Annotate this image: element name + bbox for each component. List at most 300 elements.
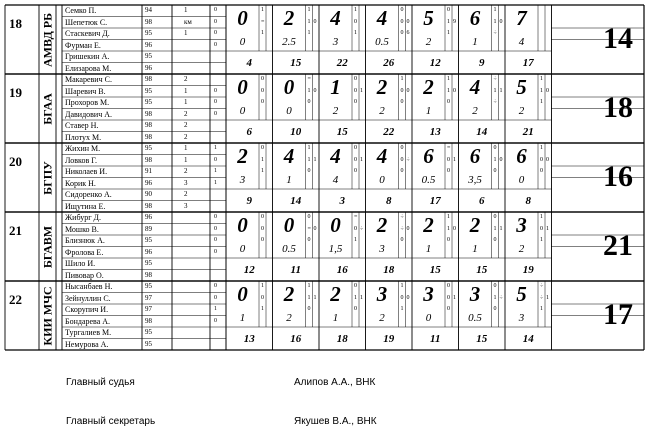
mark: 0	[447, 168, 450, 174]
player-score: 0	[214, 156, 217, 163]
result-score: 0	[237, 213, 248, 237]
mark: 0	[261, 76, 264, 82]
result-points: 0	[518, 174, 525, 186]
player-rank: 1	[184, 6, 188, 14]
player-name: Жихин М.	[65, 144, 101, 153]
mark: 1	[499, 87, 503, 94]
result-total: 19	[383, 333, 395, 345]
player-year: 98	[145, 75, 152, 83]
player-year: 94	[145, 6, 152, 14]
result-score: 2	[330, 282, 341, 306]
mark: 0	[406, 18, 410, 25]
mark: 0	[261, 294, 264, 301]
player-score: 0	[214, 283, 217, 289]
mark: 1	[493, 18, 497, 25]
result-points: 2	[332, 105, 339, 117]
result-total: 26	[383, 57, 395, 69]
player-year: 95	[145, 236, 152, 244]
mark: =	[261, 18, 265, 25]
mark: ÷	[493, 99, 497, 105]
mark: 0	[313, 18, 317, 25]
player-score: 0	[214, 225, 217, 232]
player-rank: 1	[184, 155, 188, 164]
result-total: 15	[336, 126, 348, 138]
mark: 0	[400, 18, 404, 25]
mark: 1	[540, 306, 543, 312]
player-name: Николаев И.	[65, 167, 108, 176]
result-score: 2	[237, 144, 248, 168]
mark: 0	[400, 156, 404, 163]
result-total: 17	[429, 195, 441, 207]
mark: 1	[313, 156, 317, 163]
player-year: 95	[145, 86, 152, 95]
result-points: 3	[518, 312, 525, 324]
mark: 1	[360, 156, 363, 163]
mark: 1	[307, 30, 311, 36]
player-year: 98	[145, 132, 152, 141]
result-score: 7	[516, 6, 527, 30]
result-score: 2	[376, 75, 388, 99]
result-total: 22	[336, 57, 348, 69]
team-name: БГАВМ	[40, 225, 54, 268]
player-score: 0	[214, 7, 217, 13]
result-points: 0	[239, 243, 246, 255]
player-name: Фролова Е.	[65, 247, 104, 257]
mark: 6	[406, 30, 410, 36]
player-score: 1	[214, 168, 217, 174]
result-total: 6	[479, 195, 485, 207]
player-year: 95	[145, 52, 152, 60]
mark: 0	[261, 225, 264, 232]
result-score: 6	[423, 144, 434, 168]
mark: 1	[307, 145, 311, 151]
result-total: 14	[476, 126, 488, 138]
player-name: Мошко В.	[65, 224, 99, 234]
mark: 1	[360, 294, 363, 301]
mark: 1	[540, 145, 543, 151]
result-score: 2	[376, 213, 388, 237]
result-total: 18	[336, 333, 348, 345]
mark: 1	[360, 87, 363, 94]
team-total: 17	[603, 298, 633, 331]
mark: 0	[400, 87, 404, 94]
result-points: 1	[472, 36, 478, 48]
player-name: Нысанбаев Н.	[65, 282, 113, 291]
result-score: 1	[330, 75, 341, 99]
mark: 1	[261, 156, 264, 163]
mark: 0	[540, 168, 543, 174]
result-score: 3	[423, 282, 434, 306]
player-name: Елизарова М.	[65, 63, 112, 73]
mark: 1	[540, 99, 543, 105]
mark: 0	[261, 99, 264, 105]
result-total: 12	[429, 57, 441, 69]
result-score: 6	[469, 144, 481, 168]
mark: 1	[493, 87, 497, 94]
player-name: Семко П.	[65, 6, 97, 15]
result-points: 1	[286, 174, 292, 186]
result-points: 0.5	[375, 36, 389, 48]
player-year: 98	[145, 270, 152, 279]
player-score: 0	[214, 248, 217, 255]
team-total: 18	[603, 91, 633, 124]
result-total: 9	[479, 57, 485, 69]
mark: 0	[499, 18, 503, 25]
result-total: 17	[522, 57, 534, 69]
player-name: Пивовар О.	[65, 270, 104, 280]
team-name: КИИ МЧС	[40, 285, 54, 346]
player-score: 0	[214, 87, 217, 94]
mark: 0	[540, 156, 543, 163]
player-rank: 3	[184, 201, 188, 210]
mark: 1	[540, 214, 543, 220]
mark: 0	[546, 87, 549, 94]
result-points: 2	[518, 243, 525, 255]
player-rank: 1	[184, 98, 188, 106]
mark: 0	[261, 87, 264, 94]
result-total: 13	[429, 126, 441, 138]
mark: 1	[307, 156, 311, 163]
mark: ÷	[493, 30, 497, 36]
result-score: 0	[237, 282, 248, 306]
result-score: 0	[237, 6, 248, 30]
result-points: 1	[472, 243, 478, 255]
result-score: 2	[469, 213, 481, 237]
result-points: 0	[239, 105, 246, 117]
mark: 0	[493, 237, 497, 243]
mark: 0	[400, 168, 404, 174]
mark: 0	[354, 156, 357, 163]
mark: 1	[400, 283, 404, 289]
mark: 1	[307, 7, 311, 13]
mark: =	[447, 145, 451, 151]
result-points: 2	[425, 36, 432, 48]
mark: 0	[354, 168, 357, 174]
result-points: 2	[472, 105, 478, 117]
mark: 0	[447, 306, 450, 312]
player-score: 0	[214, 18, 217, 25]
result-total: 16	[290, 333, 302, 345]
player-name: Плотух М.	[65, 132, 102, 142]
team-total: 14	[603, 22, 633, 55]
player-name: Скорупич И.	[65, 305, 109, 314]
player-year: 96	[145, 213, 152, 221]
mark: 0	[453, 87, 456, 94]
result-points: 1,5	[328, 243, 343, 255]
result-total: 14	[290, 195, 302, 207]
result-points: 3	[239, 174, 246, 186]
player-score: 1	[214, 179, 217, 186]
player-year: 98	[145, 121, 152, 129]
result-points: 2	[379, 312, 385, 324]
result-total: 15	[290, 57, 302, 69]
player-name: Тургалиев М.	[65, 328, 112, 337]
player-score: 0	[214, 317, 217, 324]
result-score: 4	[376, 144, 388, 168]
mark: 0	[354, 99, 357, 105]
mark: 1	[546, 294, 549, 301]
mark: 1	[447, 18, 450, 25]
mark: 0	[313, 87, 317, 94]
mark: 0	[261, 237, 264, 243]
mark: 1	[447, 76, 450, 82]
mark: 1	[307, 283, 311, 289]
mark: 0	[354, 18, 357, 25]
mark: =	[354, 214, 358, 220]
result-total: 15	[476, 264, 488, 276]
mark: 1	[261, 7, 264, 13]
player-rank: 2	[184, 132, 188, 141]
mark: 1	[354, 30, 357, 36]
team-number: 18	[9, 16, 22, 31]
team-total: 16	[603, 160, 633, 193]
mark: 0	[400, 99, 404, 105]
mark: 0	[540, 225, 543, 232]
team-name: БГАА	[40, 92, 54, 125]
result-points: 4	[518, 36, 525, 48]
mark: 1	[546, 225, 549, 232]
result-total: 11	[290, 264, 301, 276]
result-score: 2	[423, 75, 434, 99]
player-name: Ищутина Е.	[65, 201, 106, 211]
mark: 0	[261, 214, 264, 220]
mark: 0	[354, 306, 357, 312]
mark: 0	[499, 156, 503, 163]
result-score: 6	[469, 6, 481, 30]
mark: 1	[307, 87, 311, 94]
team-total: 21	[603, 229, 633, 262]
player-rank: 2	[184, 121, 188, 129]
result-score: 4	[376, 6, 388, 30]
player-name: Сидоренко А.	[65, 190, 112, 199]
player-year: 97	[145, 305, 152, 313]
result-total: 13	[243, 333, 255, 345]
mark: ÷	[499, 294, 503, 301]
player-year: 91	[145, 167, 152, 175]
player-name: Бондарева А.	[65, 316, 111, 326]
result-total: 15	[429, 264, 441, 276]
player-name: Гришекин А.	[65, 52, 110, 61]
mark: 0	[400, 7, 404, 13]
result-score: 4	[330, 6, 341, 30]
mark: 0	[307, 306, 311, 312]
mark: 1	[307, 18, 311, 25]
mark: 0	[307, 237, 311, 243]
mark: ÷	[493, 76, 497, 82]
player-year: 98	[145, 201, 152, 210]
mark: 1	[447, 225, 450, 232]
result-points: 0	[239, 36, 246, 48]
player-name: Прохоров М.	[65, 98, 110, 107]
result-total: 15	[476, 333, 488, 345]
mark: 1	[493, 225, 497, 232]
mark: 1	[493, 7, 497, 13]
player-year: 96	[145, 40, 152, 49]
secretary-name: Якушев В.А., ВНК	[294, 416, 377, 427]
result-points: 0	[286, 105, 292, 117]
result-score: 5	[516, 282, 527, 306]
result-total: 16	[336, 264, 348, 276]
mark: 0	[400, 145, 404, 151]
result-points: 2	[379, 105, 385, 117]
player-score: 0	[214, 41, 217, 48]
result-points: 2	[286, 312, 292, 324]
player-year: 95	[145, 98, 152, 106]
player-rank: 1	[184, 29, 188, 37]
player-name: Корик Н.	[65, 178, 96, 188]
result-total: 3	[339, 195, 345, 207]
player-year: 89	[145, 224, 152, 233]
player-rank: 1	[184, 86, 188, 95]
mark: 0	[493, 168, 497, 174]
mark: 1	[400, 306, 404, 312]
result-total: 8	[525, 195, 531, 207]
player-year: 96	[145, 178, 152, 187]
mark: 1	[540, 237, 543, 243]
result-total: 9	[246, 195, 252, 207]
player-year: 95	[145, 328, 152, 336]
result-score: 4	[469, 75, 481, 99]
mark: 0	[546, 156, 549, 163]
result-points: 0.5	[282, 243, 296, 255]
result-points: 3	[379, 243, 385, 255]
judge-label: Главный судья	[66, 377, 135, 388]
mark: 0	[447, 156, 450, 163]
result-points: 4	[332, 174, 339, 186]
result-total: 12	[243, 264, 255, 276]
player-year: 95	[145, 259, 152, 267]
result-score: 3	[516, 213, 527, 237]
result-points: 0.5	[421, 174, 436, 186]
result-score: 3	[376, 282, 388, 306]
result-score: 0	[330, 213, 341, 237]
mark: ÷	[540, 294, 544, 301]
mark: 1	[313, 294, 317, 301]
mark: 0	[493, 283, 497, 289]
mark: 0	[493, 306, 497, 312]
mark: 1	[453, 294, 456, 301]
player-score: 0	[214, 30, 217, 36]
result-total: 6	[246, 126, 252, 138]
result-points: 0	[379, 174, 385, 186]
player-name: Ставер Н.	[65, 121, 99, 130]
player-score: 0	[214, 99, 217, 105]
result-score: 5	[423, 6, 434, 30]
player-name: Шило И.	[65, 259, 96, 268]
result-total: 21	[522, 126, 534, 138]
mark: 1	[453, 156, 456, 163]
result-points: 3	[332, 36, 339, 48]
result-total: 14	[522, 333, 534, 345]
player-year: 95	[145, 144, 152, 152]
result-score: 5	[516, 75, 527, 99]
player-score: 0	[214, 294, 217, 301]
result-total: 10	[290, 126, 302, 138]
mark: 0	[307, 99, 311, 105]
player-year: 95	[145, 339, 152, 348]
result-score: 3	[469, 282, 481, 306]
team-number: 19	[9, 85, 22, 100]
mark: 0	[447, 294, 450, 301]
secretary-label: Главный секретарь	[66, 416, 156, 427]
player-score: 0	[214, 110, 217, 117]
mark: 0	[447, 283, 450, 289]
mark: 1	[354, 294, 357, 301]
mark: 1	[540, 87, 543, 94]
player-name: Шаревич В.	[65, 86, 106, 96]
mark: 1	[540, 76, 543, 82]
mark: 0	[307, 168, 311, 174]
player-score: 0	[214, 237, 217, 243]
player-name: Ловков Г.	[65, 155, 97, 165]
result-points: 2	[518, 105, 525, 117]
player-rank: 2	[184, 190, 188, 198]
result-points: 1	[332, 312, 339, 324]
mark: 0	[354, 225, 357, 232]
mark: 0	[354, 283, 357, 289]
result-points: 3,5	[468, 174, 482, 186]
player-rank: км	[184, 17, 192, 26]
player-name: Шепетюк С.	[65, 17, 108, 27]
player-year: 98	[145, 109, 152, 118]
player-rank: 2	[184, 167, 188, 175]
result-points: 0.5	[468, 312, 482, 324]
mark: 1	[447, 87, 450, 94]
player-year: 97	[145, 293, 152, 302]
result-score: 0	[283, 213, 295, 237]
mark: 1	[499, 225, 503, 232]
player-year: 98	[145, 316, 152, 325]
mark: 1	[261, 168, 264, 174]
mark: 0	[447, 99, 450, 105]
result-points: 1	[425, 243, 432, 255]
result-score: 6	[516, 144, 527, 168]
team-number: 20	[9, 154, 22, 169]
mark: =	[307, 76, 311, 82]
mark: 0	[354, 145, 357, 151]
mark: 0	[447, 237, 450, 243]
mark: 0	[261, 145, 264, 151]
result-points: 1	[425, 105, 432, 117]
player-year: 98	[145, 155, 152, 164]
result-total: 4	[246, 57, 252, 69]
mark: =	[307, 225, 311, 232]
mark: 1	[493, 156, 497, 163]
mark: 0	[307, 214, 311, 220]
result-total: 8	[386, 195, 392, 207]
mark: 0	[406, 225, 410, 232]
player-name: Фурман Е.	[65, 40, 101, 50]
result-total: 18	[383, 264, 395, 276]
result-points: 2.5	[282, 36, 296, 48]
team-number: 21	[9, 223, 22, 238]
result-points: 0	[425, 312, 432, 324]
mark: 1	[261, 283, 264, 289]
mark: 0	[400, 294, 404, 301]
player-year: 96	[145, 247, 152, 256]
player-name: Макаревич С.	[65, 75, 112, 84]
mark: 0	[493, 214, 497, 220]
result-score: 2	[283, 6, 295, 30]
mark: 1	[261, 30, 264, 36]
player-name: Немурова А.	[65, 339, 109, 349]
mark: 0	[453, 225, 456, 232]
player-rank: 3	[184, 178, 188, 187]
mark: 0	[313, 225, 317, 232]
mark: ÷	[540, 283, 544, 289]
mark: 1	[400, 76, 404, 82]
player-year: 95	[145, 282, 152, 290]
